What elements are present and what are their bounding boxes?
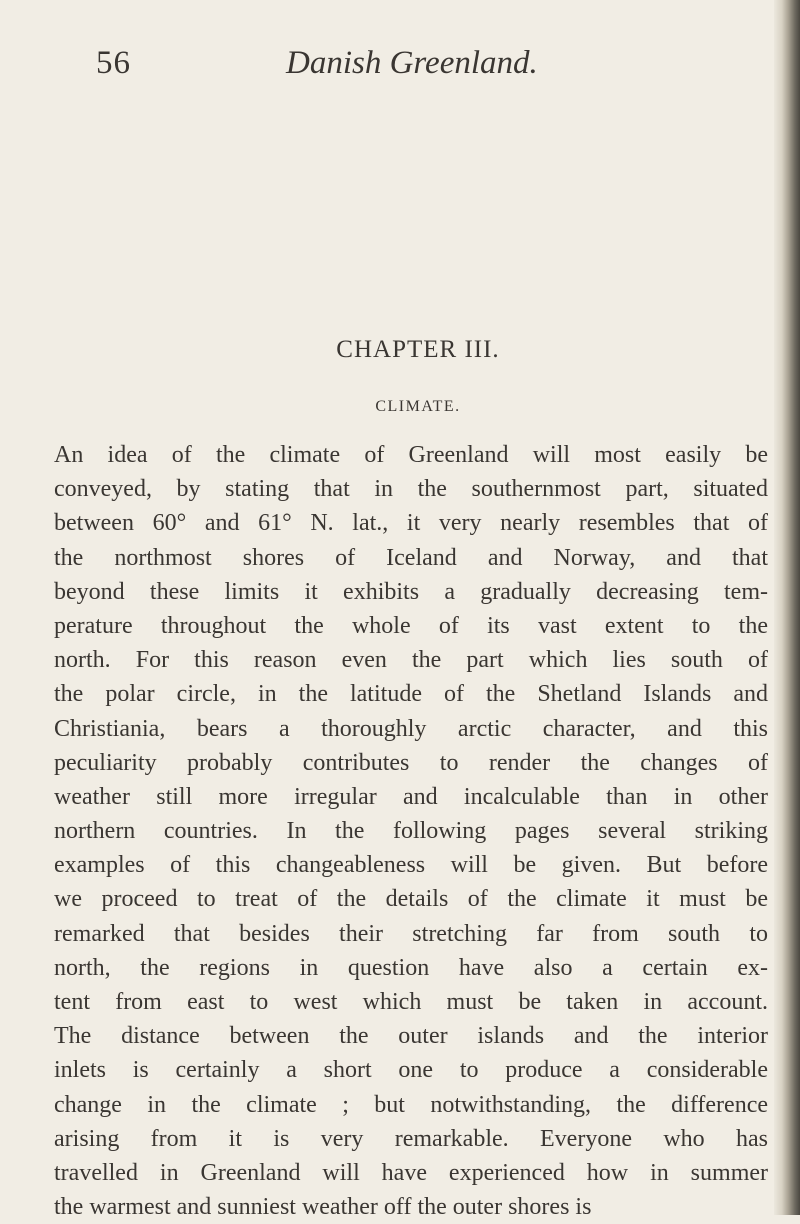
text-line: perature throughout the whole of its vast extent to the (54, 612, 768, 639)
text-line: north. For this reason even the part which lies south of (54, 647, 768, 674)
text-line: conveyed, by stating that in the southernmost part, situated (54, 476, 768, 503)
text-line: inlets is certainly a short one to produce a considerable (54, 1057, 768, 1084)
text-line: The distance between the outer islands and the interior (54, 1023, 768, 1050)
page-number: 56 (96, 45, 131, 81)
text-line: remarked that besides their stretching far from south to (54, 920, 768, 947)
body-paragraph (54, 438, 768, 1224)
text-line: travelled in Greenland will have experienced how in summer (54, 1159, 768, 1186)
text-line: the warmest and sunniest weather off the outer shores is (54, 1194, 592, 1221)
text-line: the polar circle, in the latitude of the Shetland Islands and (54, 681, 768, 708)
text-line: Christiania, bears a thoroughly arctic character, and this (54, 715, 768, 742)
text-line: arising from it is very remarkable. Everyone who has (54, 1125, 768, 1152)
text-line: beyond these limits it exhibits a gradually decreasing tem- (54, 578, 768, 605)
text-line: northern countries. In the following pages several striking (54, 818, 768, 845)
text-line: peculiarity probably contributes to render the changes of (54, 749, 768, 776)
text-line: between 60° and 61° N. lat., it very nearly resembles that of (54, 510, 768, 537)
text-line: we proceed to treat of the details of the climate it must be (54, 886, 768, 913)
section-heading: CLIMATE. (375, 398, 461, 415)
binding-edge (774, 0, 800, 1215)
text-line: north, the regions in question have also a certain ex- (54, 954, 768, 981)
text-line: tent from east to west which must be taken in account. (54, 989, 768, 1015)
running-title: Danish Greenland. (286, 45, 538, 81)
text-line: An idea of the climate of Greenland will most easily be (54, 442, 768, 468)
text-line: the northmost shores of Iceland and Norway, and that (54, 544, 768, 571)
text-line: examples of this changeableness will be given. But before (54, 852, 768, 879)
chapter-heading: CHAPTER III. (336, 336, 500, 363)
text-line: weather still more irregular and incalculable than in other (54, 783, 768, 810)
text-line: change in the climate ; but notwithstanding, the difference (54, 1091, 768, 1118)
